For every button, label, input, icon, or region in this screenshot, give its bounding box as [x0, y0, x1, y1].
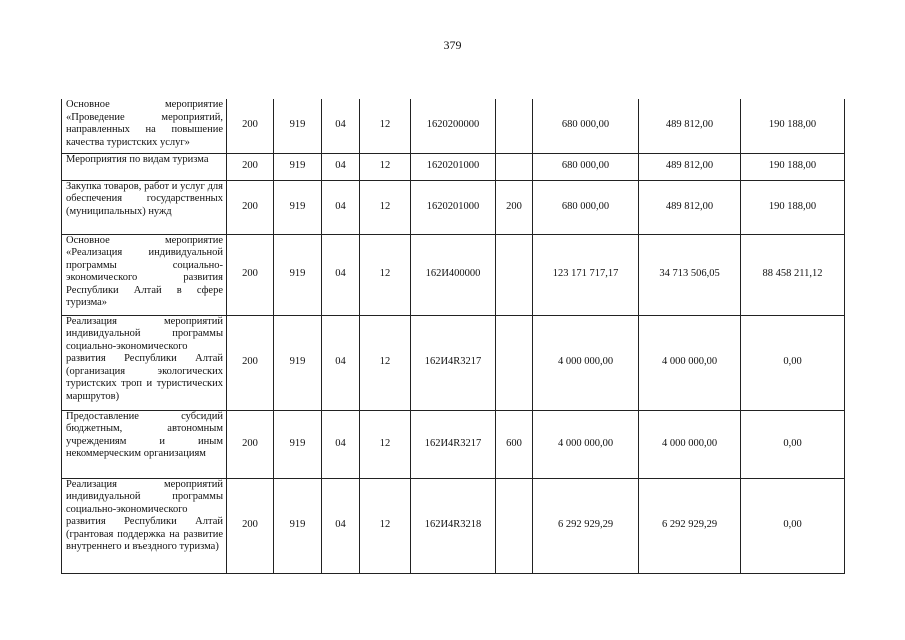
sum-2: 489 812,00 [639, 153, 741, 180]
sum-3: 0,00 [741, 315, 845, 410]
sum-3: 190 188,00 [741, 153, 845, 180]
expense-type-code [496, 478, 533, 573]
row-name: Закупка товаров, работ и услуг для обеспечения государственных (муниципальных) нужд [62, 180, 227, 234]
grbs-code: 919 [274, 99, 322, 153]
subsection-code: 12 [360, 99, 411, 153]
admin-code: 200 [227, 234, 274, 315]
section-code: 04 [322, 234, 360, 315]
target-code: 1620201000 [411, 180, 496, 234]
section-code: 04 [322, 410, 360, 478]
sum-1: 123 171 717,17 [533, 234, 639, 315]
grbs-code: 919 [274, 234, 322, 315]
budget-table [61, 99, 845, 574]
sum-2: 489 812,00 [639, 99, 741, 153]
sum-1: 680 000,00 [533, 153, 639, 180]
row-name: Основное мероприятие «Проведение мероприятий, направленных на повышение качества туристских услуг» [62, 99, 227, 153]
target-code: 1620201000 [411, 153, 496, 180]
grbs-code: 919 [274, 153, 322, 180]
target-code: 162И4R3218 [411, 478, 496, 573]
target-code: 162И4R3217 [411, 315, 496, 410]
row-name: Реализация мероприятий индивидуальной программы социально-экономического развития Республики Алтай (организация экологических туристских троп и туристических маршрутов) [62, 315, 227, 410]
subsection-code: 12 [360, 180, 411, 234]
sum-3: 190 188,00 [741, 99, 845, 153]
grbs-code: 919 [274, 315, 322, 410]
table-row [62, 180, 845, 234]
subsection-code: 12 [360, 410, 411, 478]
row-name: Мероприятия по видам туризма [62, 153, 227, 180]
admin-code: 200 [227, 315, 274, 410]
sum-2: 4 000 000,00 [639, 410, 741, 478]
sum-1: 4 000 000,00 [533, 315, 639, 410]
sum-1: 4 000 000,00 [533, 410, 639, 478]
table-row [62, 315, 845, 410]
table-row [62, 410, 845, 478]
target-code: 162И4R3217 [411, 410, 496, 478]
sum-3: 88 458 211,12 [741, 234, 845, 315]
expense-type-code: 600 [496, 410, 533, 478]
table-row [62, 153, 845, 180]
sum-3: 190 188,00 [741, 180, 845, 234]
target-code: 162И400000 [411, 234, 496, 315]
subsection-code: 12 [360, 153, 411, 180]
subsection-code: 12 [360, 315, 411, 410]
admin-code: 200 [227, 153, 274, 180]
section-code: 04 [322, 315, 360, 410]
expense-type-code [496, 99, 533, 153]
sum-1: 680 000,00 [533, 180, 639, 234]
sum-3: 0,00 [741, 478, 845, 573]
section-code: 04 [322, 478, 360, 573]
subsection-code: 12 [360, 234, 411, 315]
sum-3: 0,00 [741, 410, 845, 478]
expense-type-code: 200 [496, 180, 533, 234]
admin-code: 200 [227, 180, 274, 234]
table-row [62, 234, 845, 315]
expense-type-code [496, 315, 533, 410]
expense-type-code [496, 234, 533, 315]
section-code: 04 [322, 180, 360, 234]
page-number: 379 [443, 38, 462, 52]
sum-2: 4 000 000,00 [639, 315, 741, 410]
sum-2: 489 812,00 [639, 180, 741, 234]
expense-type-code [496, 153, 533, 180]
admin-code: 200 [227, 99, 274, 153]
table-row [62, 478, 845, 573]
sum-1: 680 000,00 [533, 99, 639, 153]
admin-code: 200 [227, 478, 274, 573]
sum-2: 34 713 506,05 [639, 234, 741, 315]
row-name: Основное мероприятие «Реализация индивидуальной программы социально-экономического развития Республики Алтай в сфере туризма» [62, 234, 227, 315]
section-code: 04 [322, 99, 360, 153]
admin-code: 200 [227, 410, 274, 478]
grbs-code: 919 [274, 180, 322, 234]
grbs-code: 919 [274, 410, 322, 478]
row-name: Предоставление субсидий бюджетным, автономным учреждениям и иным некоммерческим организациям [62, 410, 227, 478]
target-code: 1620200000 [411, 99, 496, 153]
row-name: Реализация мероприятий индивидуальной программы социально-экономического развития Республики Алтай (грантовая поддержка на развитие внутреннего и въездного туризма) [62, 478, 227, 573]
grbs-code: 919 [274, 478, 322, 573]
sum-2: 6 292 929,29 [639, 478, 741, 573]
sum-1: 6 292 929,29 [533, 478, 639, 573]
table-row [62, 99, 845, 153]
section-code: 04 [322, 153, 360, 180]
subsection-code: 12 [360, 478, 411, 573]
